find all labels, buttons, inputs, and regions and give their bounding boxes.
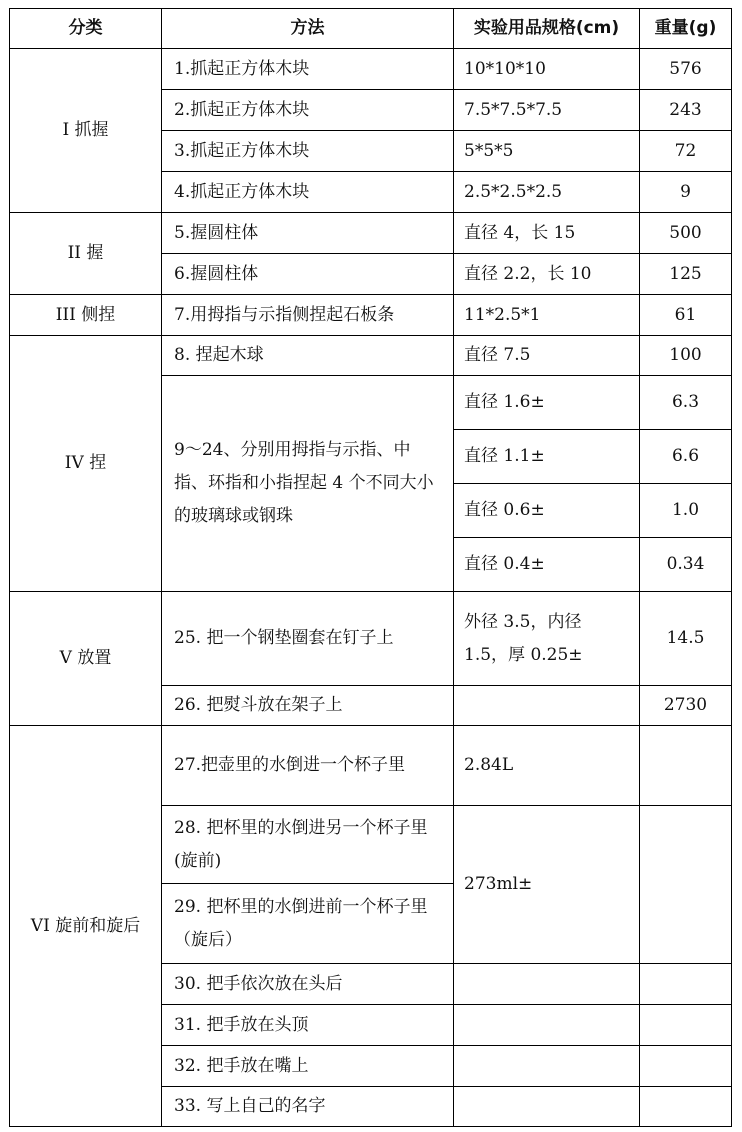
category-grasp: I 抓握: [10, 49, 162, 213]
spec-cell: [454, 1046, 640, 1087]
weight-cell: [640, 1046, 732, 1087]
spec-cell: 10*10*10: [454, 49, 640, 90]
weight-cell: 0.34: [640, 538, 732, 592]
weight-cell: [640, 1005, 732, 1046]
table-row: [10, 49, 732, 90]
spec-cell: 直径 7.5: [454, 336, 640, 376]
method-cell: 2.抓起正方体木块: [162, 90, 454, 131]
table-row: [10, 592, 732, 686]
spec-cell: [454, 1087, 640, 1127]
hand-function-test-table: [9, 8, 732, 1127]
category-place: V 放置: [10, 592, 162, 726]
header-category: 分类: [10, 9, 162, 49]
weight-cell: 1.0: [640, 484, 732, 538]
spec-cell: 直径 0.4±: [454, 538, 640, 592]
method-cell: 5.握圆柱体: [162, 213, 454, 254]
spec-cell: 直径 0.6±: [454, 484, 640, 538]
table-row: [10, 726, 732, 806]
method-cell: 6.握圆柱体: [162, 254, 454, 295]
weight-cell: [640, 726, 732, 806]
method-cell: 30. 把手依次放在头后: [162, 964, 454, 1005]
category-pronation-supination: VI 旋前和旋后: [10, 726, 162, 1127]
spec-cell: 直径 1.1±: [454, 430, 640, 484]
method-cell: 29. 把杯里的水倒进前一个杯子里（旋后）: [162, 884, 454, 964]
header-weight: 重量(g): [640, 9, 732, 49]
weight-cell: 9: [640, 172, 732, 213]
table-row: [10, 336, 732, 376]
spec-cell: 外径 3.5，内径 1.5，厚 0.25±: [454, 592, 640, 686]
method-cell: 1.抓起正方体木块: [162, 49, 454, 90]
spec-cell: [454, 686, 640, 726]
weight-cell: 6.3: [640, 376, 732, 430]
weight-cell: 100: [640, 336, 732, 376]
header-method: 方法: [162, 9, 454, 49]
spec-cell: 7.5*7.5*7.5: [454, 90, 640, 131]
weight-cell: [640, 964, 732, 1005]
table-row: [10, 295, 732, 336]
spec-cell: 直径 4，长 15: [454, 213, 640, 254]
method-cell: 4.抓起正方体木块: [162, 172, 454, 213]
category-pinch: IV 捏: [10, 336, 162, 592]
method-cell: 32. 把手放在嘴上: [162, 1046, 454, 1087]
spec-cell: 273ml±: [454, 806, 640, 964]
header-spec: 实验用品规格(cm): [454, 9, 640, 49]
weight-cell: 14.5: [640, 592, 732, 686]
weight-cell: 61: [640, 295, 732, 336]
spec-cell: 5*5*5: [454, 131, 640, 172]
method-cell: 27.把壶里的水倒进一个杯子里: [162, 726, 454, 806]
spec-cell: [454, 964, 640, 1005]
spec-cell: 2.84L: [454, 726, 640, 806]
weight-cell: [640, 1087, 732, 1127]
method-cell: 31. 把手放在头顶: [162, 1005, 454, 1046]
spec-cell: 2.5*2.5*2.5: [454, 172, 640, 213]
weight-cell: [640, 806, 732, 964]
category-grip: II 握: [10, 213, 162, 295]
method-cell: 7.用拇指与示指侧捏起石板条: [162, 295, 454, 336]
spec-cell: 直径 1.6±: [454, 376, 640, 430]
method-cell: 28. 把杯里的水倒进另一个杯子里(旋前): [162, 806, 454, 884]
method-cell: 25. 把一个钢垫圈套在钉子上: [162, 592, 454, 686]
weight-cell: 243: [640, 90, 732, 131]
table-row: [10, 213, 732, 254]
weight-cell: 6.6: [640, 430, 732, 484]
weight-cell: 72: [640, 131, 732, 172]
spec-cell: [454, 1005, 640, 1046]
weight-cell: 2730: [640, 686, 732, 726]
method-cell: 33. 写上自己的名字: [162, 1087, 454, 1127]
method-cell: 3.抓起正方体木块: [162, 131, 454, 172]
spec-cell: 11*2.5*1: [454, 295, 640, 336]
method-cell: 26. 把熨斗放在架子上: [162, 686, 454, 726]
method-cell-multi: 9～24、分别用拇指与示指、中指、环指和小指捏起 4 个不同大小的玻璃球或钢珠: [162, 376, 454, 592]
weight-cell: 125: [640, 254, 732, 295]
header-row: [10, 9, 732, 49]
category-lateral-pinch: III 侧捏: [10, 295, 162, 336]
spec-cell: 直径 2.2，长 10: [454, 254, 640, 295]
weight-cell: 500: [640, 213, 732, 254]
method-cell: 8. 捏起木球: [162, 336, 454, 376]
weight-cell: 576: [640, 49, 732, 90]
